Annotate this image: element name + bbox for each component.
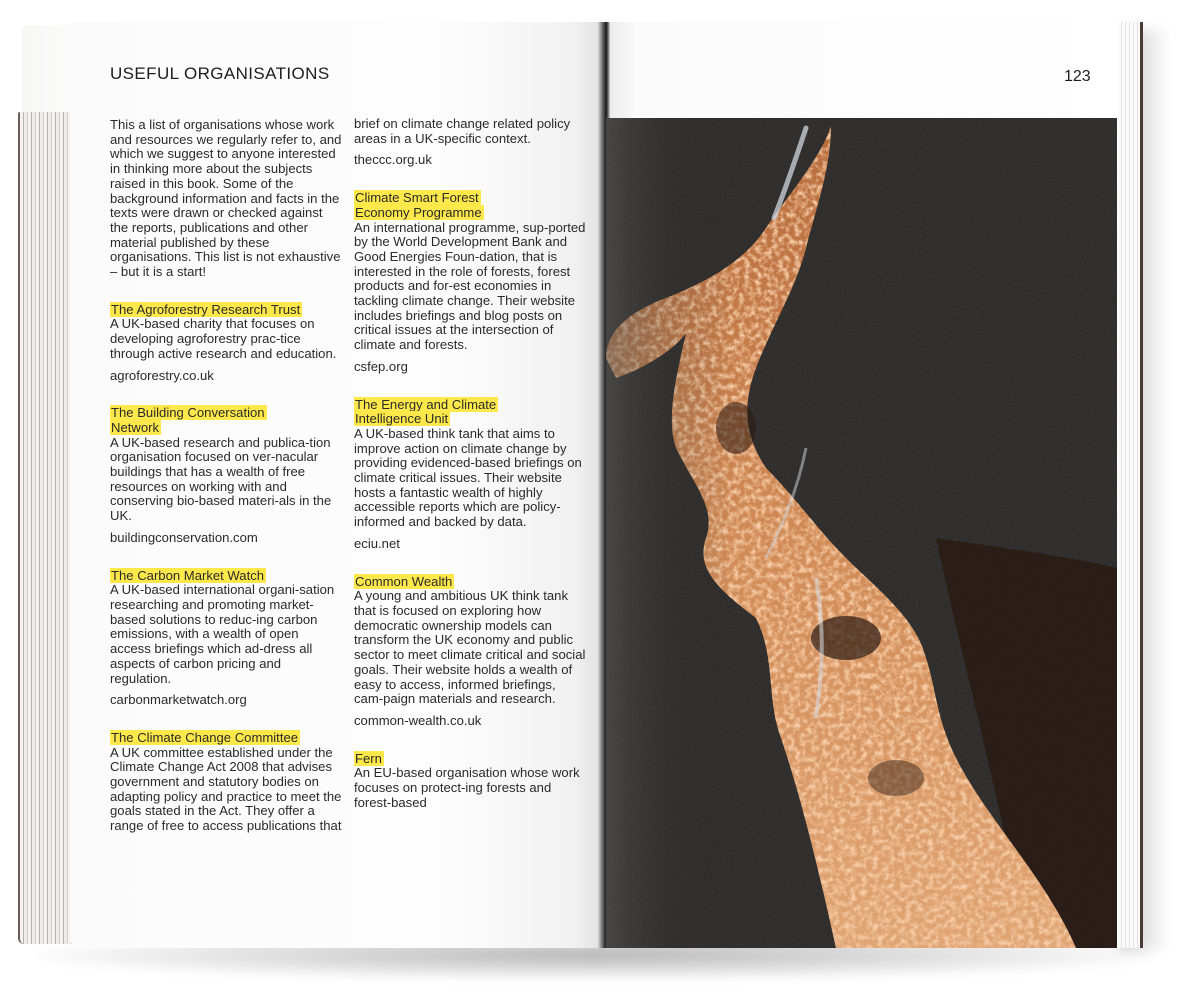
org-entry-fern <box>354 752 586 811</box>
org-url: carbonmarketwatch.org <box>110 692 247 708</box>
org-url: theccc.org.uk <box>354 152 432 168</box>
org-description: A UK committee established under the Climate Change Act 2008 that advises government and statutory bodies on adapting policy and practice to meet the goals stated in the Act. They offer a range of free to access publications that <box>110 744 342 834</box>
org-entry-csfep <box>354 191 586 374</box>
org-name-highlighted: Fern <box>355 750 382 766</box>
org-url: eciu.net <box>354 535 400 551</box>
org-entry-agroforestry <box>110 303 342 384</box>
org-name-highlighted: Common Wealth <box>355 573 453 589</box>
org-entry-eciu <box>354 398 586 552</box>
left-column <box>110 118 342 857</box>
org-description: A young and ambitious UK think tank that is focused on exploring how democratic ownership models can transform the UK economy and public sector to meet climate critical and social goals. Their website holds a wealth of easy to access, informed briefings, cam-paign materials and research. <box>354 588 586 707</box>
org-description: A UK-based research and publica-tion organisation focused on ver-nacular buildings that has a wealth of free resources on working with and conserving bio-based materi-als in the UK. <box>110 434 332 524</box>
org-name-highlighted: The Building Conversation Network <box>111 405 265 435</box>
org-entry-continuation <box>354 117 586 168</box>
org-name-highlighted: The Climate Change Committee <box>111 729 299 745</box>
intro-paragraph: This a list of organisations whose work and resources we regularly refer to, and which we suggest to anyone interested in thinking more about the subjects raised in this book. Some of the background information and facts in the texts were drawn or checked against the reports, publications and other material published by these organisations. This list is not exhaustive – but it is a start! <box>110 117 342 280</box>
org-description: An international programme, sup-ported by the World Development Bank and Good Energies Foun-dation, that is interested in the role of forests, forest products and for-est economies in tackling climate change. Their website includes briefings and blog posts on critical issues at the intersection of climate and forests. <box>354 219 586 353</box>
org-description: An EU-based organisation whose work focuses on protect-ing forests and forest-based <box>354 765 580 810</box>
org-description: A UK-based international organi-sation researching and promoting market-based solutions to reduc-ing carbon emissions, with a wealth of open access briefings which ad-dress all aspects of carbon pricing and regulation. <box>110 582 335 686</box>
org-url: common-wealth.co.uk <box>354 712 482 728</box>
org-url: csfep.org <box>354 358 408 374</box>
org-name-highlighted: The Carbon Market Watch <box>111 567 265 583</box>
org-entry-carbon-market-watch <box>110 569 342 708</box>
org-url: agroforestry.co.uk <box>110 367 214 383</box>
right-page-edges <box>1118 22 1143 948</box>
page-title: USEFUL ORGANISATIONS <box>110 64 330 83</box>
page-edges-stack <box>18 112 76 944</box>
woodchip-photo <box>606 118 1117 948</box>
org-description: A UK-based charity that focuses on developing agroforestry prac-tice through active research and education. <box>110 316 337 361</box>
woodchip-path-image <box>606 118 1117 948</box>
org-description: A UK-based think tank that aims to improve action on climate change by providing evidenced-based briefings on climate critical issues. Their website hosts a fantastic wealth of highly accessible reports which are policy-informed and backed by data. <box>354 425 582 530</box>
org-url: buildingconservation.com <box>110 529 258 545</box>
org-entry-climate-change-committee <box>110 731 342 834</box>
org-name-highlighted: The Agroforestry Research Trust <box>111 301 301 317</box>
org-name-highlighted: The Energy and Climate Intelligence Unit <box>355 396 497 427</box>
right-column <box>354 117 586 833</box>
org-description: brief on climate change related policy areas in a UK-specific context. <box>354 116 571 146</box>
org-name-highlighted: Climate Smart Forest Economy Programme <box>355 190 482 220</box>
org-entry-common-wealth <box>354 575 586 729</box>
org-entry-building-conversation <box>110 406 342 545</box>
page-number: 123 <box>1064 68 1091 85</box>
